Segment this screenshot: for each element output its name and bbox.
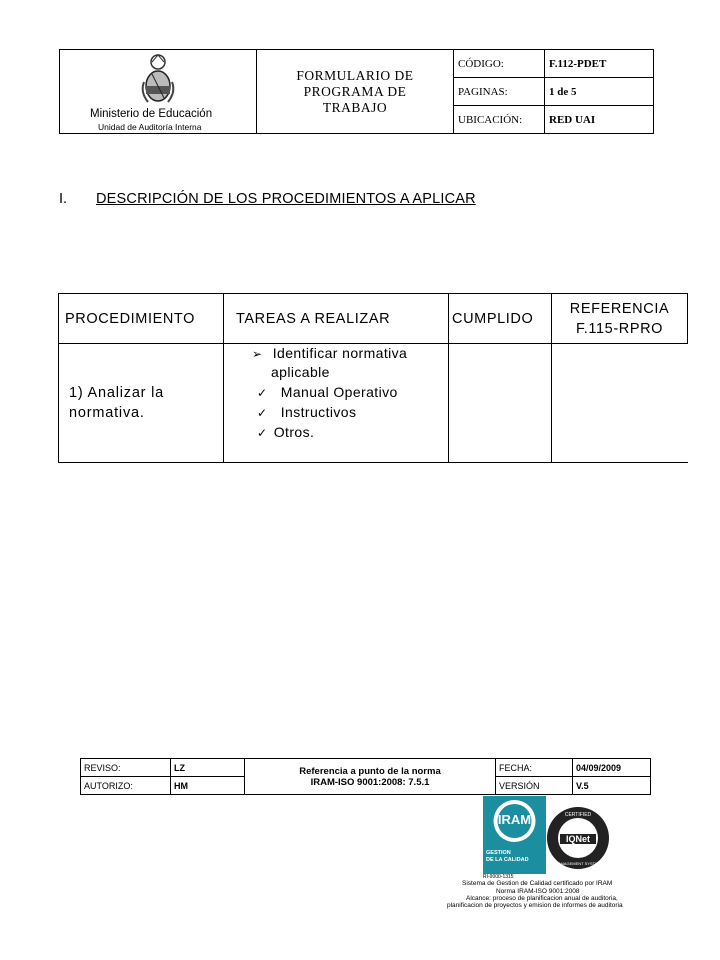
autorizo-label: AUTORIZO: [81, 777, 171, 795]
footer-table [80, 758, 651, 795]
arrow-bullet-icon: ➢ [252, 347, 263, 361]
procedure-line: normativa. [69, 405, 145, 421]
task-item [257, 384, 398, 400]
header-table [59, 49, 654, 134]
procedure-line: 1) Analizar la [69, 385, 165, 401]
iram-caption [486, 850, 529, 864]
coat-of-arms-icon [138, 52, 178, 108]
task-text: Otros. [273, 424, 315, 440]
ministry-logo-cell [60, 50, 257, 134]
iram-code: RI-9000-1315 [483, 874, 514, 880]
task-item [271, 364, 330, 380]
procedures-table [58, 293, 688, 463]
ministry-name: Ministerio de Educación [90, 108, 213, 120]
tasks-cell [224, 344, 449, 463]
version-value: V.5 [573, 777, 651, 795]
procedure-cell [59, 344, 224, 463]
reviso-label: REVISO: [81, 759, 171, 777]
task-item [252, 345, 407, 361]
iram-caption-line: DE LA CALIDAD [486, 857, 529, 863]
task-text: Manual Operativo [280, 384, 398, 400]
cert-line: Norma IRAM-ISO 9001:2008 [496, 888, 580, 895]
header-referencia-line2: F.115-RPRO [575, 320, 664, 337]
check-icon: ✓ [257, 386, 268, 400]
header-procedimiento: PROCEDIMIENTO [59, 294, 224, 344]
header-referencia [552, 294, 688, 344]
task-item [257, 404, 356, 420]
codigo-label: CÓDIGO: [454, 50, 545, 78]
codigo-value: F.112-PDET [545, 50, 654, 78]
cert-line: Sistema de Gestion de Calidad certificado por IRAM [462, 880, 613, 887]
iqnet-logo [546, 806, 610, 870]
norma-line1: Referencia a punto de la norma [299, 765, 441, 777]
check-icon: ✓ [257, 406, 268, 420]
iram-caption-line: GESTION [486, 850, 511, 856]
table-row [59, 344, 688, 463]
check-icon: ✓ [257, 426, 268, 440]
iram-logo [483, 796, 546, 874]
cert-line: Alcance: proceso de planificacion anual de auditoria, [466, 895, 618, 902]
version-label: VERSIÓN [496, 777, 573, 795]
iqnet-ring-top: CERTIFIED [564, 812, 592, 818]
reviso-value: LZ [171, 759, 245, 777]
form-title-line: FORMULARIO DE [296, 67, 414, 83]
iram-logo-text: IRAM [497, 812, 532, 827]
fecha-value: 04/09/2009 [573, 759, 651, 777]
form-title-line: TRABAJO [322, 99, 388, 115]
header-tareas: TAREAS A REALIZAR [224, 294, 449, 344]
task-item [257, 424, 314, 440]
form-title [257, 50, 454, 134]
paginas-value: 1 de 5 [545, 78, 654, 106]
header-cumplido: CUMPLIDO [449, 294, 552, 344]
section-title: DESCRIPCIÓN DE LOS PROCEDIMIENTOS A APLICAR [96, 191, 476, 207]
form-title-line: PROGRAMA DE [303, 83, 407, 99]
ministry-unit: Unidad de Auditoría Interna [98, 122, 202, 132]
fecha-label: FECHA: [496, 759, 573, 777]
iqnet-ring-bottom: MANAGEMENT SYSTEM [554, 861, 602, 866]
task-text: Identificar normativa [272, 345, 408, 361]
cert-line: planificacion de proyectos y emision de informes de auditoria [447, 902, 623, 909]
header-referencia-line1: REFERENCIA [569, 300, 670, 317]
task-text: Instructivos [280, 404, 357, 420]
ubicacion-value: RED UAI [545, 106, 654, 134]
referencia-cell [552, 344, 688, 463]
ubicacion-label: UBICACIÓN: [454, 106, 545, 134]
norma-reference [245, 759, 496, 795]
norma-line2: IRAM-ISO 9001:2008: 7.5.1 [310, 776, 430, 788]
autorizo-value: HM [171, 777, 245, 795]
cumplido-cell [449, 344, 552, 463]
paginas-label: PAGINAS: [454, 78, 545, 106]
section-number: I. [59, 191, 68, 207]
task-text: aplicable [271, 364, 330, 380]
iqnet-logo-text: IQNet [565, 834, 591, 844]
